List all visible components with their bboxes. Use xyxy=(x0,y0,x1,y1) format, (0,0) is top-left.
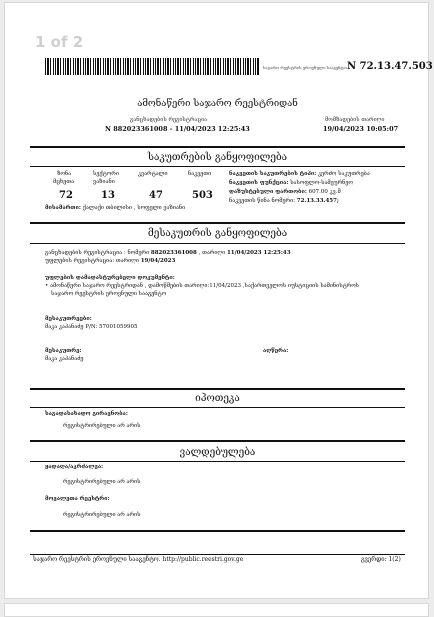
seizure-label: ყადაღა/აკრძალვა: xyxy=(45,464,104,470)
divider xyxy=(30,146,405,148)
basis-document-label: უფლების დამადასტურებელი დოკუმენტი: xyxy=(45,275,175,281)
mortgage-section-title: იპოთეკა xyxy=(195,393,240,404)
owner2-name: მაკა კაპანაძე xyxy=(45,356,84,362)
owner-entry: მაკა კაპანაძე P/N: 57001059905 xyxy=(45,324,138,330)
barcode xyxy=(45,58,260,75)
owner-section-title: მესაკუთრის განყოფილება xyxy=(147,228,288,239)
footer-divider xyxy=(30,554,405,555)
zone-label: ზონა xyxy=(57,171,72,177)
description-label: აღწერა: xyxy=(263,348,289,354)
parcel-value: 503 xyxy=(192,190,213,201)
barcode-caption: საჯარო რეესტრის ეროვნული სააგენტო xyxy=(263,65,347,70)
divider xyxy=(30,461,405,462)
address: მისამართი: ქალაქი თბილისი , სოფელი ვაზიანი xyxy=(45,205,186,211)
application-reg-label: განცხადების რეგისტრაცია xyxy=(130,117,208,123)
owners-label: მესაკუთრეები: xyxy=(45,316,92,322)
registry-number: N 72.13.47.503 xyxy=(347,61,433,72)
zone-name: მცხეთა xyxy=(53,179,75,185)
sector-label: სექტორი xyxy=(93,171,119,177)
debtors-registry-status: რეგისტრირებული არ არის xyxy=(63,512,141,518)
parcel-area: დაზუსტებული ფართობი: 607.00 კვ.მ xyxy=(229,189,341,195)
divider xyxy=(30,407,405,408)
divider xyxy=(30,243,405,244)
basis-document-text: • ამონაწერი საჯარო რეესტრიდან , დამოწმების თარიღი:11/04/2023 ,საქართველოს იუსტიციის სამინისტროს xyxy=(45,283,360,289)
zone-value: 72 xyxy=(59,190,73,201)
document-page xyxy=(4,2,433,599)
owner2-label: მესაკუთრე: xyxy=(45,348,82,354)
preparation-date-label: მომზადების თარიღი xyxy=(325,117,385,123)
application-reg-value: N 882023361008 - 11/04/2023 12:25:43 xyxy=(105,125,250,133)
divider xyxy=(30,440,405,442)
sector-value: 13 xyxy=(101,190,115,201)
footer-site: საჯარო რეესტრის ეროვნული სააგენტო. http://public.reestri.gov.ge xyxy=(33,556,244,563)
debtors-registry-label: მოვალეთა რეესტრი: xyxy=(45,496,110,502)
divider xyxy=(30,530,405,532)
divider xyxy=(30,166,405,167)
parcel-function: ნაკვეთის ფუნქცია: სასოფლო-სამეურნეო xyxy=(229,180,353,186)
previous-parcel-number: ნაკვეთის წინა ნომერი: 72.13.33.457; xyxy=(229,198,339,204)
page-indicator: 1 of 2 xyxy=(35,33,84,51)
mortgage-status: რეგისტრირებული არ არის xyxy=(63,423,141,429)
right-registration-date: უფლების რეგისტრაცია: თარიღი 19/04/2023 xyxy=(45,258,176,264)
preparation-date-value: 19/04/2023 10:05:07 xyxy=(323,125,399,133)
quarter-value: 47 xyxy=(149,190,163,201)
property-section-title: საკუთრების განყოფილება xyxy=(147,152,288,163)
mortgage-subject-label: საგადასახადო გირავნობა: xyxy=(45,411,128,417)
divider xyxy=(30,222,405,224)
parcel-label: ნაკვეთი xyxy=(188,171,212,177)
sector-name: ვაზიანი xyxy=(93,179,115,185)
ownership-type: ნაკვეთის საკუთრების ტიპი: კერძო საკუთრება xyxy=(229,171,370,177)
document-title: ამონაწერი საჯარო რეესტრიდან xyxy=(137,98,298,109)
basis-document-text-2: საჯარო რეესტრის ეროვნული სააგენტო xyxy=(51,291,167,297)
seizure-status: რეგისტრირებული არ არის xyxy=(63,479,141,485)
encumbrance-section-title: ვალდებულება xyxy=(179,447,256,458)
footer-page-number: გვერდი: 1(2) xyxy=(361,556,401,563)
divider xyxy=(30,388,405,390)
quarter-label: კვარტალი xyxy=(138,171,168,177)
owner-application-reg: განცხადების რეგისტრაცია : ნომერი 882023361008 , თარიღი 11/04/2023 12:25:43 xyxy=(45,250,291,256)
